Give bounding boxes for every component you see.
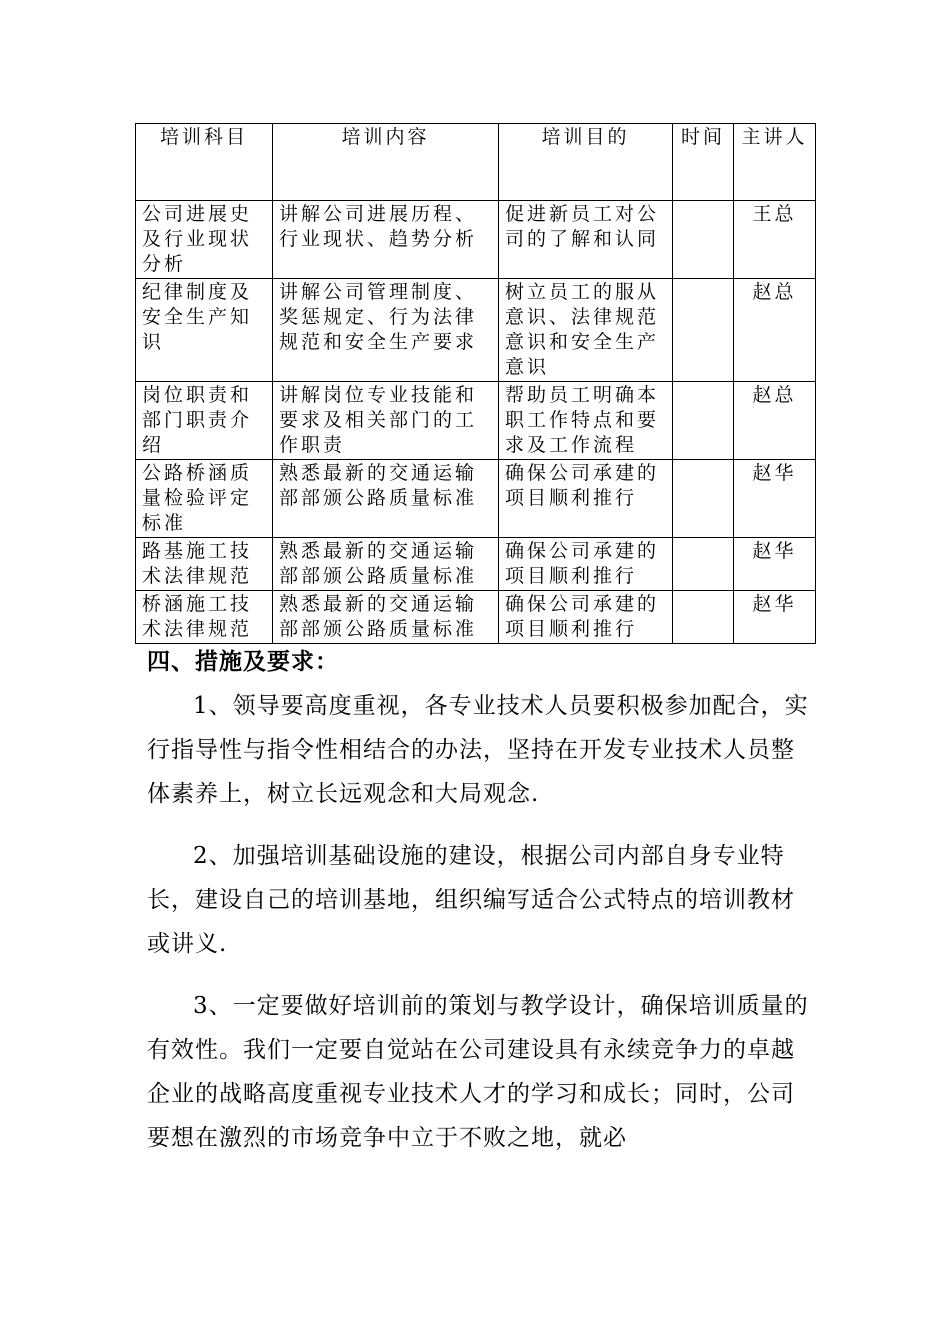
cell-subject: 路基施工技术法律规范 xyxy=(136,538,273,591)
table-row xyxy=(136,460,816,538)
training-table xyxy=(135,123,816,644)
paragraph-3: 3、一定要做好培训前的策划与教学设计，确保培训质量的有效性。我们一定要自觉站在公司建设具有永续竞争力的卓越企业的战略高度重视专业技术人才的学习和成长；同时，公司要想在激烈的市场竞争中立于不败之地，就必 xyxy=(147,993,809,1151)
section-heading: 四、措施及要求： xyxy=(147,649,339,675)
cell-content: 熟悉最新的交通运输部部颁公路质量标准 xyxy=(273,591,499,644)
cell-content: 讲解公司进展历程、行业现状、趋势分析 xyxy=(273,201,499,279)
cell-time xyxy=(673,591,734,644)
cell-speaker: 赵华 xyxy=(734,460,816,538)
cell-speaker: 赵总 xyxy=(734,382,816,460)
cell-goal: 帮助员工明确本职工作特点和要求及工作流程 xyxy=(499,382,673,460)
cell-content: 熟悉最新的交通运输部部颁公路质量标准 xyxy=(273,538,499,591)
cell-subject: 公路桥涵质量检验评定标准 xyxy=(136,460,273,538)
table-row xyxy=(136,538,816,591)
cell-goal: 确保公司承建的项目顺利推行 xyxy=(499,538,673,591)
cell-goal: 促进新员工对公司的了解和认同 xyxy=(499,201,673,279)
header-subject: 培训科目 xyxy=(136,124,273,201)
cell-goal: 确保公司承建的项目顺利推行 xyxy=(499,460,673,538)
table-row xyxy=(136,201,816,279)
cell-subject: 公司进展史及行业现状分析 xyxy=(136,201,273,279)
table-header-row xyxy=(136,124,816,201)
table-row xyxy=(136,591,816,644)
header-goal: 培训目的 xyxy=(499,124,673,201)
table-row xyxy=(136,382,816,460)
cell-time xyxy=(673,460,734,538)
cell-content: 讲解岗位专业技能和要求及相关部门的工作职责 xyxy=(273,382,499,460)
header-content: 培训内容 xyxy=(273,124,499,201)
cell-time xyxy=(673,382,734,460)
header-speaker: 主讲人 xyxy=(734,124,816,201)
cell-subject: 桥涵施工技术法律规范 xyxy=(136,591,273,644)
paragraph-2: 2、加强培训基础设施的建设，根据公司内部自身专业特长，建设自己的培训基地，组织编写适合公式特点的培训教材或讲义. xyxy=(147,843,795,957)
cell-goal: 确保公司承建的项目顺利推行 xyxy=(499,591,673,644)
cell-speaker: 赵总 xyxy=(734,279,816,382)
cell-speaker: 赵华 xyxy=(734,591,816,644)
cell-goal: 树立员工的服从意识、法律规范意识和安全生产意识 xyxy=(499,279,673,382)
cell-time xyxy=(673,201,734,279)
cell-time xyxy=(673,538,734,591)
cell-speaker: 赵华 xyxy=(734,538,816,591)
cell-subject: 纪律制度及安全生产知识 xyxy=(136,279,273,382)
cell-content: 讲解公司管理制度、奖惩规定、行为法律规范和安全生产要求 xyxy=(273,279,499,382)
cell-subject: 岗位职责和部门职责介绍 xyxy=(136,382,273,460)
paragraph-1: 1、领导要高度重视，各专业技术人员要积极参加配合，实行指导性与指令性相结合的办法，坚持在开发专业技术人员整体素养上，树立长远观念和大局观念. xyxy=(147,693,809,807)
cell-time xyxy=(673,279,734,382)
cell-speaker: 王总 xyxy=(734,201,816,279)
header-time: 时间 xyxy=(673,124,734,201)
cell-content: 熟悉最新的交通运输部部颁公路质量标准 xyxy=(273,460,499,538)
table-row xyxy=(136,279,816,382)
